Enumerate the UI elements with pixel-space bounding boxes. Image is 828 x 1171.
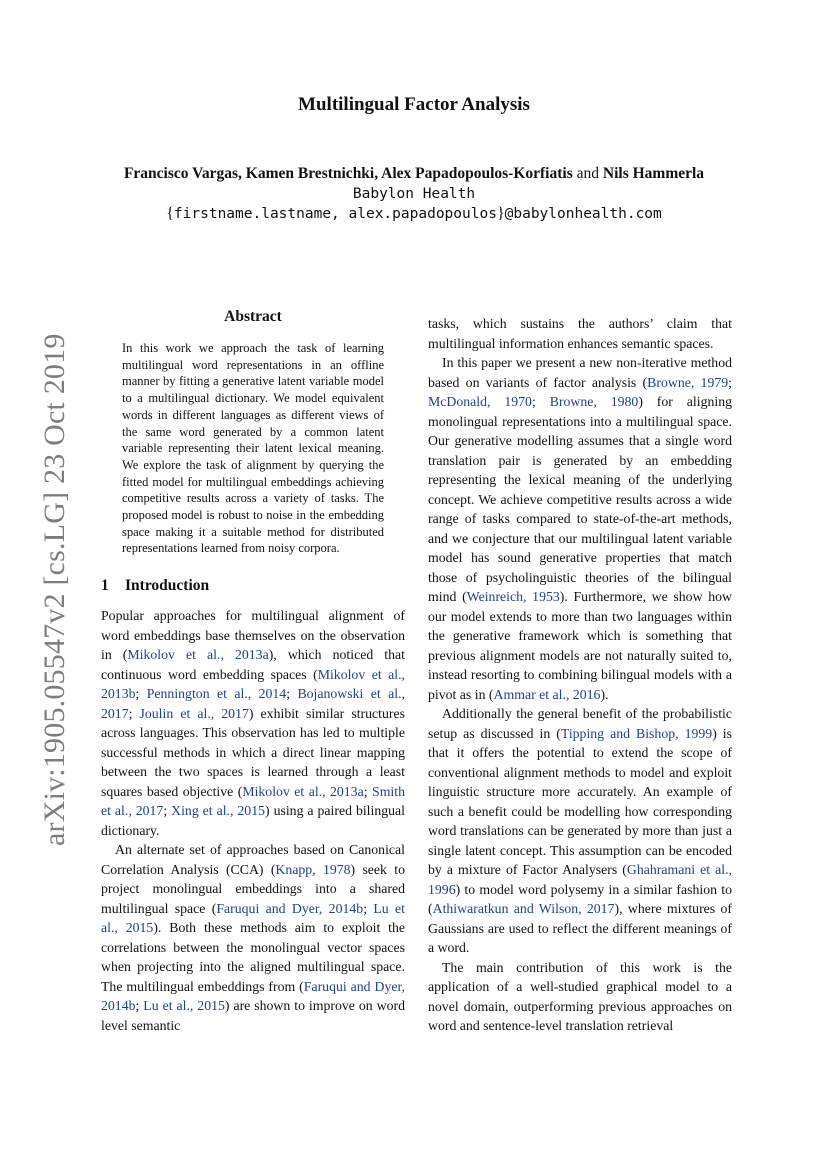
citation-link[interactable]: Faruqui and Dyer, 2014b bbox=[101, 978, 405, 1014]
citation-link[interactable]: Lu et al., 2015 bbox=[143, 998, 225, 1014]
citation-link[interactable]: Mikolov et al., 2013a bbox=[127, 647, 269, 663]
text-run: ) using a paired bilingual dictionary. bbox=[101, 803, 405, 838]
section-title: Introduction bbox=[125, 577, 210, 595]
text-run: ; bbox=[286, 686, 298, 702]
right-column bbox=[428, 314, 732, 1036]
text-run: ). bbox=[600, 686, 609, 702]
text-run: An alternate set of approaches based on Canonical Correlation Analysis (CCA) ( bbox=[101, 842, 405, 877]
text-run: ; bbox=[363, 783, 373, 799]
paper-title: Multilingual Factor Analysis bbox=[298, 94, 530, 115]
text-run: ) is that it offers the potential to extend the scope of conventional alignment methods to model and exploit linguistic structure more accurately. An example of such a benefit could be modelling how corresponding word translations can be generated by more than just a single latent concept. This assumption can be encoded by a mixture of Factor Analysers ( bbox=[428, 725, 732, 877]
intro-paragraph-2-continued: tasks, which sustains the authors’ claim that multilingual information enhances semantic spaces. bbox=[428, 316, 732, 351]
text-run: ; bbox=[135, 686, 147, 702]
text-run: ). Furthermore, we show how our model extends to more than two languages within the generative framework which is something that previous alignment models are not naturally suited to, instead resorting to combining bilingual models with a pivot as in ( bbox=[428, 589, 733, 702]
intro-paragraph-4 bbox=[428, 704, 732, 958]
email-domain: @babylonhealth.com bbox=[504, 206, 662, 222]
author-emails bbox=[0, 205, 828, 223]
arxiv-identifier: arXiv:1905.05547v2 [cs.LG] 23 Oct 2019 bbox=[38, 333, 71, 846]
author-and: and bbox=[576, 165, 600, 182]
citation-link[interactable]: Browne, 1979 bbox=[647, 374, 729, 390]
intro-paragraph-5: The main contribution of this work is the application of a well-studied graphical model to a novel domain, outperforming previous approaches on word and sentence-level translation retrieval bbox=[428, 959, 732, 1033]
intro-paragraph-2 bbox=[101, 840, 405, 1035]
text-run: ), which noticed that continuous word embedding spaces ( bbox=[101, 647, 405, 682]
citation-link[interactable]: Smith et al., 2017 bbox=[101, 783, 405, 819]
text-run: ; bbox=[163, 803, 172, 819]
text-run: ) to model word polysemy in a similar fashion to ( bbox=[428, 881, 732, 916]
email-brace-close: } bbox=[496, 205, 505, 222]
citation-link[interactable]: Xing et al., 2015 bbox=[171, 803, 266, 819]
text-run: Popular approaches for multilingual alignment of word embeddings base themselves on the observation in ( bbox=[101, 608, 405, 663]
citation-link[interactable]: Weinreich, 1953 bbox=[466, 589, 560, 604]
citation-link[interactable]: Pennington et al., 2014 bbox=[146, 686, 287, 702]
citation-link[interactable]: Mikolov et al., 2013a bbox=[242, 783, 364, 799]
text-run: ) exhibit similar structures across languages. This observation has led to multiple successful methods in which a direct linear mapping between the two spaces is learned through a least squares based objective ( bbox=[101, 705, 405, 799]
abstract-text: In this work we approach the task of learning multilingual word representations in an offline manner by fitting a generative latent variable model to a multilingual dictionary. We model equivalent words in different languages as different views of the same word generated by a common latent variable representing their latent lexical meaning. We explore the task of alignment by querying the fitted model for multilingual embeddings achieving competitive results across a variety of tasks. The proposed model is robust to noise in the embedding space making it a suitable method for distributed representations learned from noisy corpora. bbox=[122, 341, 384, 556]
text-run: ; bbox=[128, 705, 140, 721]
citation-link[interactable]: Tipping and Bishop, 1999 bbox=[560, 725, 713, 741]
citation-link[interactable]: Ghahramani et al., 1996 bbox=[428, 862, 732, 897]
citation-link[interactable]: Knapp, 1978 bbox=[275, 861, 351, 877]
authors bbox=[0, 165, 828, 183]
abstract-heading: Abstract bbox=[224, 308, 282, 325]
text-run: ). Both these methods aim to exploit the correlations between the monolingual vector spaces when projecting into the aligned multilingual space. The multilingual embeddings from ( bbox=[101, 920, 405, 994]
text-run: In this paper we present a new non-iterative method based on variants of factor analysis ( bbox=[428, 355, 732, 390]
text-run: ; bbox=[363, 900, 374, 916]
section-number: 1 bbox=[101, 577, 109, 595]
email-names: firstname.lastname, alex.papadopoulos bbox=[173, 206, 497, 222]
citation-link[interactable]: Athiwaratkun and Wilson, 2017 bbox=[432, 901, 615, 916]
text-run: ) for aligning monolingual representations into a multilingual space. Our generative modelling assumes that a single word translation pair is generated by an embedding representing the lexical meaning of the underlying concept. We achieve competitive results across a wide range of tasks compared to state-of-the-art methods, and we conjecture that our multilingual latent variable model has sound generative properties that match those of psycholinguistic theories of the bilingual mind ( bbox=[428, 394, 732, 604]
text-run: ), where mixtures of Gaussians are used to reflect the different meanings of a word. bbox=[428, 901, 732, 955]
citation-link[interactable]: Bojanowski et al., 2017 bbox=[101, 686, 405, 721]
email-brace-open: { bbox=[166, 205, 174, 222]
text-run: ; bbox=[531, 394, 550, 409]
citation-link[interactable]: Faruqui and Dyer, 2014b bbox=[216, 900, 364, 916]
text-run: ; bbox=[135, 998, 144, 1014]
left-column bbox=[101, 308, 405, 1035]
text-run: ; bbox=[728, 374, 732, 390]
author-names: Francisco Vargas, Kamen Brestnichki, Alex Papadopoulos-Korfiatis bbox=[123, 165, 573, 182]
text-run: ) are shown to improve on word level semantic bbox=[101, 998, 405, 1033]
citation-link[interactable]: Ammar et al., 2016 bbox=[493, 686, 601, 702]
citation-link[interactable]: Joulin et al., 2017 bbox=[139, 705, 249, 721]
author-last: Nils Hammerla bbox=[602, 165, 705, 182]
intro-paragraph-3 bbox=[428, 353, 732, 704]
affiliation: Babylon Health bbox=[352, 186, 476, 202]
citation-link[interactable]: Lu et al., 2015 bbox=[101, 900, 405, 936]
text-run: ) seek to project monolingual embeddings into a shared multilingual space ( bbox=[101, 861, 405, 916]
citation-link[interactable]: Browne, 1980 bbox=[549, 394, 639, 409]
intro-paragraph-1 bbox=[101, 606, 405, 840]
citation-link[interactable]: McDonald, 1970 bbox=[428, 394, 532, 409]
section-heading-introduction bbox=[101, 577, 405, 595]
citation-link[interactable]: Mikolov et al., 2013b bbox=[101, 666, 405, 702]
text-run: Additionally the general benefit of the probabilistic setup as discussed in ( bbox=[428, 706, 732, 741]
